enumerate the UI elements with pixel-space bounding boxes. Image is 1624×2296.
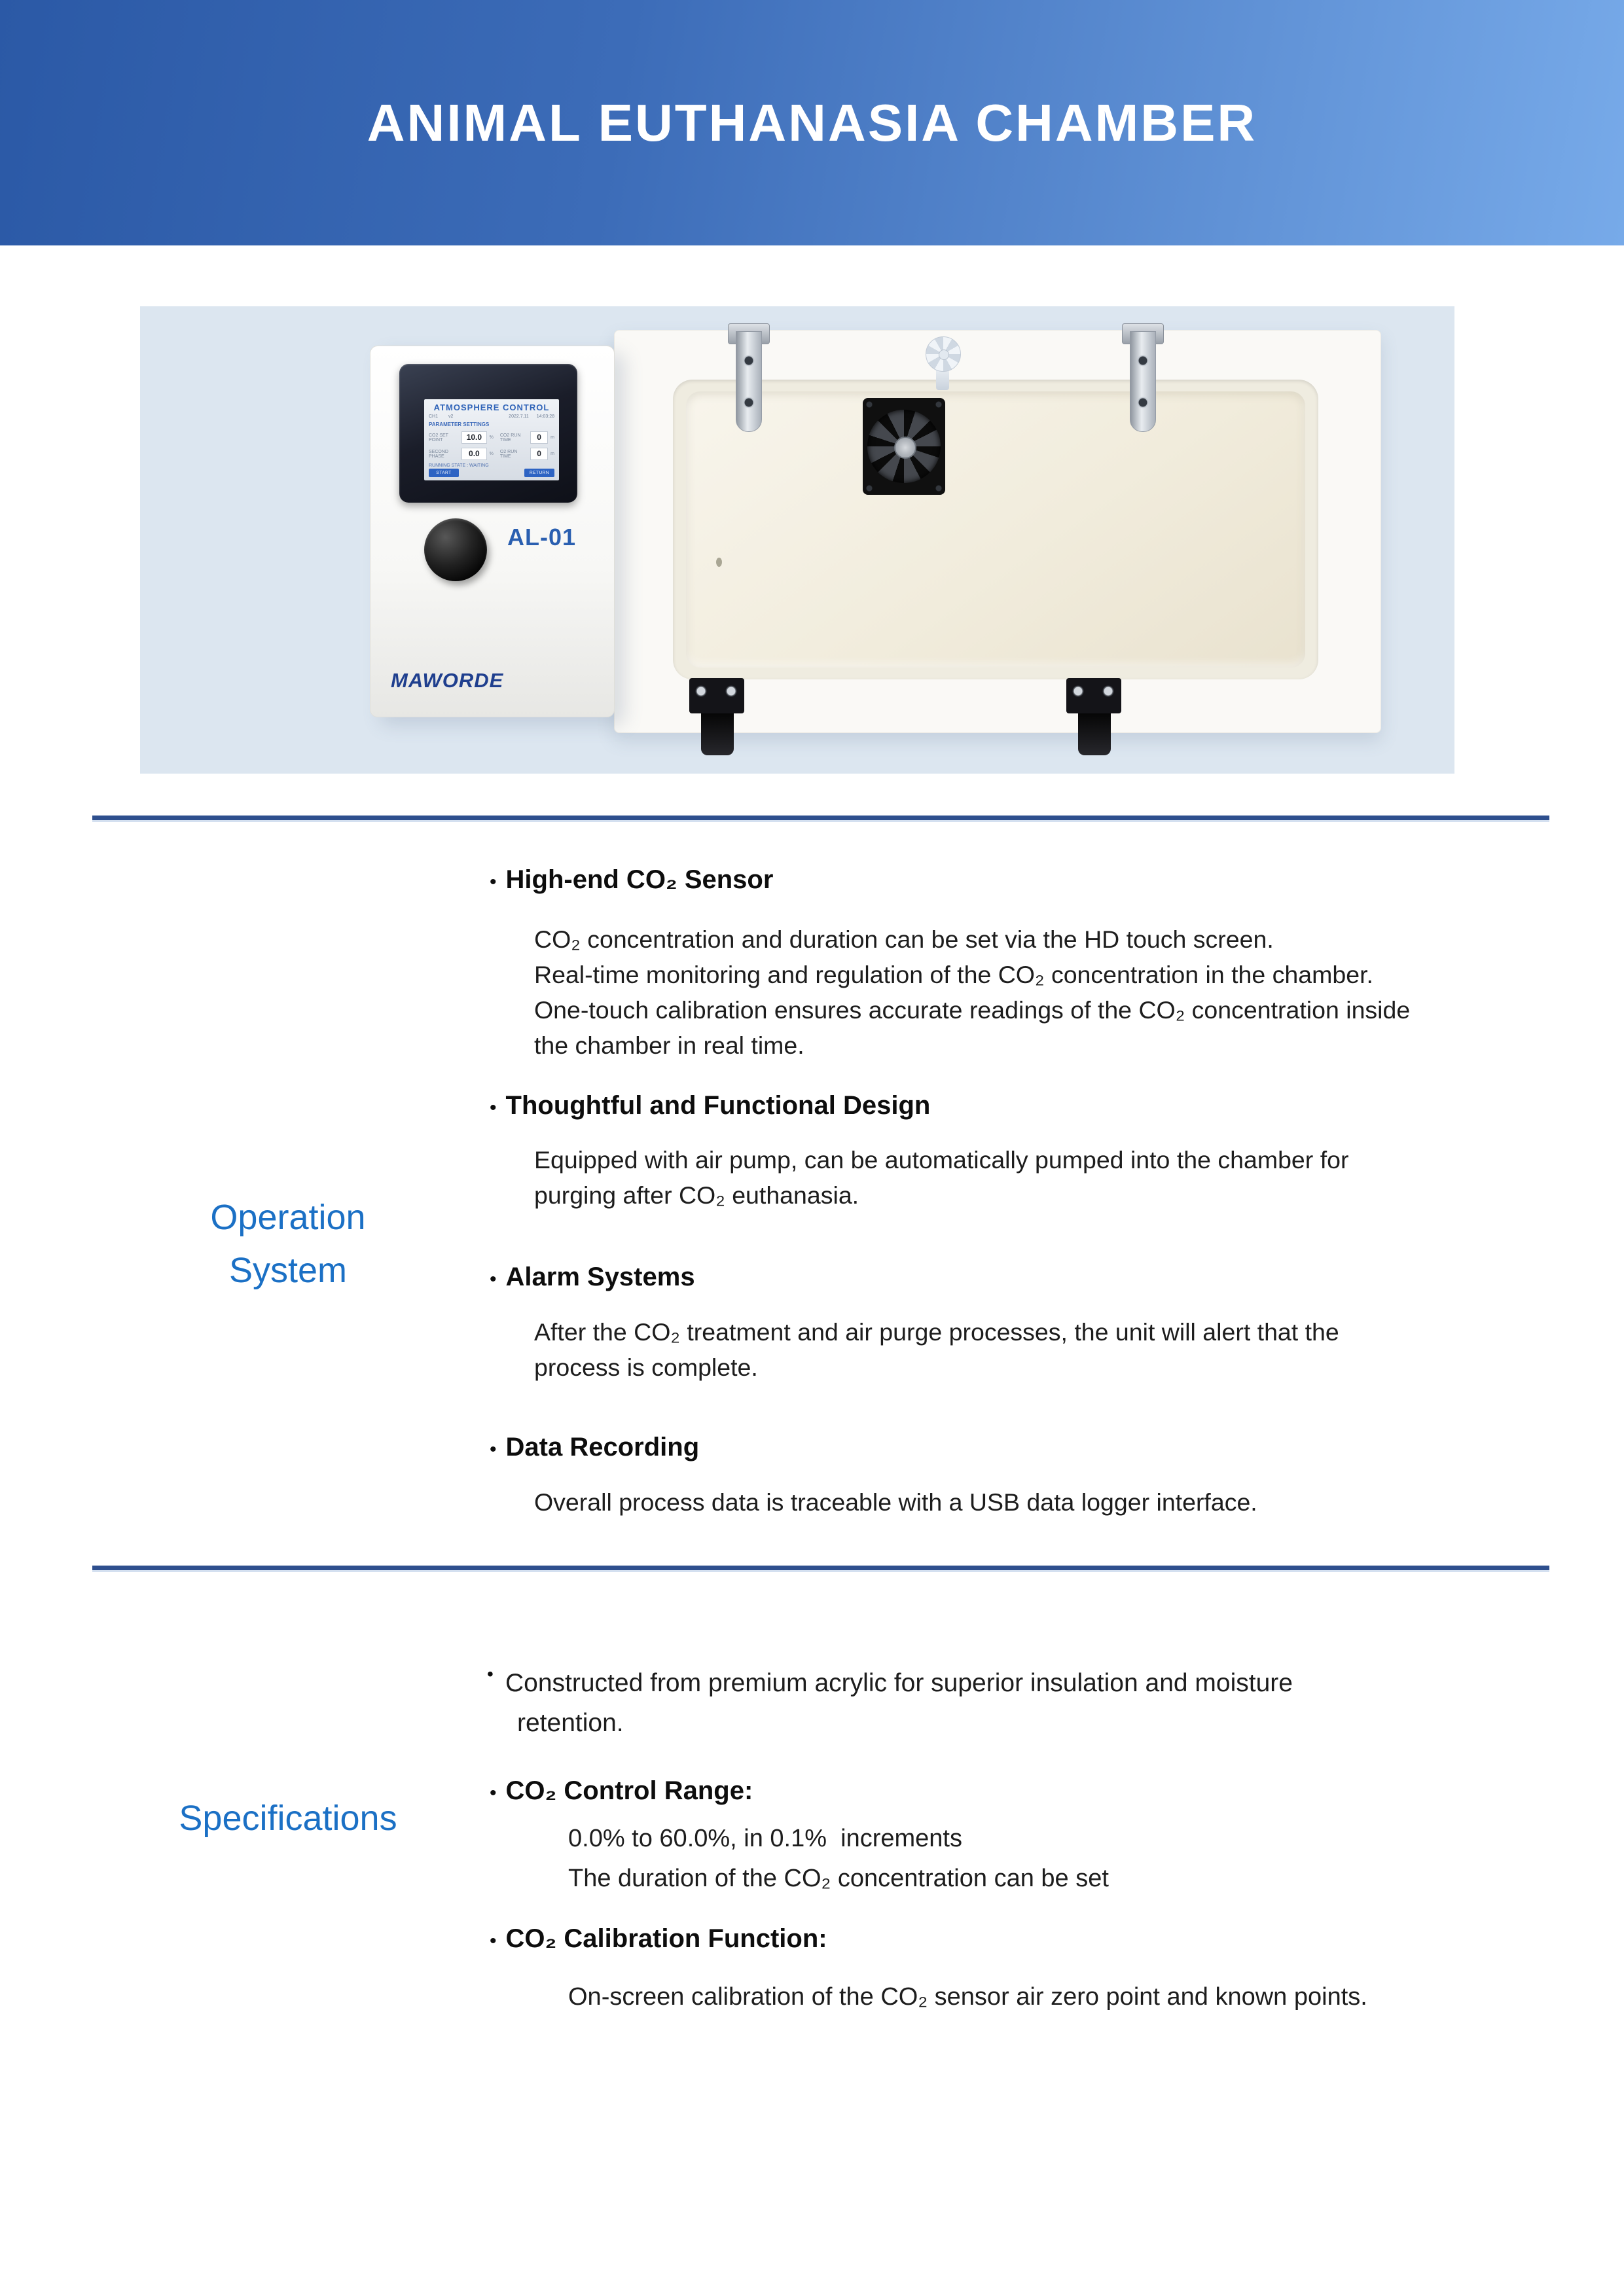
spec-body-control-range: 0.0% to 60.0%, in 0.1% increments The duration of the CO₂ concentration can be set	[568, 1825, 1109, 1892]
section-divider-2	[92, 1566, 1549, 1572]
section-divider-1	[92, 816, 1549, 822]
operation-system-label	[164, 1191, 412, 1297]
feature-heading-sensor: • High-end CO₂ Sensor	[490, 865, 774, 894]
hinge-plate-right	[1066, 678, 1121, 713]
fan	[863, 398, 945, 495]
screen-row-1	[429, 431, 554, 444]
screen-buttons-row	[429, 469, 554, 477]
screen-time: 14:03:28	[536, 414, 554, 419]
latch-strap-right	[1130, 331, 1156, 432]
o2-runtime-unit: m	[550, 452, 554, 456]
running-state-text: RUNNING STATE : WAITING	[429, 463, 489, 468]
hinge-plate-left	[689, 678, 744, 713]
return-button: RETURN	[524, 469, 554, 477]
bullet-icon: •	[490, 871, 497, 893]
feature-body-alarm: After the CO₂ treatment and air purge processes, the unit will alert that the process is complete.	[534, 1318, 1339, 1381]
parameter-settings-label: PARAMETER SETTINGS	[429, 422, 490, 427]
hinge-knuckle-right	[1078, 713, 1111, 755]
screen-date: 2022.7.11	[509, 414, 529, 419]
screen-row-2	[429, 448, 554, 460]
co2-runtime-unit: m	[550, 435, 554, 440]
brand-logo: MAWORDE	[391, 669, 504, 692]
fan-blades	[867, 410, 941, 483]
wing-nut	[926, 336, 961, 372]
second-phase-value: 0.0	[461, 448, 487, 460]
page-title: ANIMAL EUTHANASIA CHAMBER	[367, 93, 1257, 152]
screen-status-row	[429, 414, 554, 419]
screen-title: ATMOSPHERE CONTROL	[433, 403, 550, 412]
spec-heading-calibration: • CO₂ Calibration Function:	[490, 1924, 827, 1953]
co2-setpoint-unit: %	[489, 435, 494, 440]
second-phase-label: SECOND PHASE	[429, 449, 448, 459]
bullet-icon: •	[490, 1268, 497, 1290]
spec-heading-control-range: • CO₂ Control Range:	[490, 1776, 753, 1805]
screen-channel: CH1	[429, 414, 439, 419]
co2-runtime-label: CO2 RUN TIME	[499, 433, 521, 442]
co2-setpoint-value: 10.0	[461, 431, 487, 444]
touchscreen	[424, 399, 559, 480]
operation-label-line2: System	[228, 1251, 348, 1290]
o2-runtime-value: 0	[530, 448, 548, 460]
feature-body-sensor: CO₂ concentration and duration can be set via the HD touch screen. Real-time monitoring and regulation of the CO₂ concentration in the chamber. One-touch calibration ensures accurate readings of the CO₂ concentration inside the chamber in real time.	[534, 925, 1411, 1059]
bullet-icon: •	[490, 1097, 497, 1119]
bullet-icon: •	[490, 1782, 497, 1804]
screen-version: v2	[448, 414, 454, 419]
header-banner	[0, 0, 1624, 245]
control-knob	[424, 518, 487, 581]
model-label: AL-01	[507, 524, 577, 550]
operation-label-line1: Operation	[210, 1198, 366, 1237]
feature-body-design: Equipped with air pump, can be automatically pumped into the chamber for purging after CO₂ euthanasia.	[534, 1146, 1349, 1209]
second-phase-unit: %	[489, 452, 494, 456]
feature-heading-data: • Data Recording	[490, 1433, 700, 1462]
feature-body-data: Overall process data is traceable with a USB data logger interface.	[534, 1488, 1257, 1516]
specifications-label: Specifications	[179, 1799, 397, 1838]
start-button: START	[429, 469, 459, 477]
latch-strap-left	[736, 331, 762, 432]
o2-runtime-label: O2 RUN TIME	[499, 449, 518, 459]
vent-port	[716, 558, 722, 567]
co2-setpoint-label: CO2 SET POINT	[429, 433, 448, 442]
hinge-knuckle-left	[701, 713, 734, 755]
bullet-icon: •	[490, 1439, 497, 1460]
spec-body-calibration: On-screen calibration of the CO₂ sensor air zero point and known points.	[568, 1983, 1367, 2011]
co2-runtime-value: 0	[530, 431, 548, 444]
bullet-icon: •	[487, 1664, 494, 1684]
feature-heading-design: • Thoughtful and Functional Design	[490, 1091, 931, 1120]
bullet-icon: •	[490, 1930, 497, 1952]
product-photo-background	[140, 306, 1454, 774]
spec-intro-line1: Constructed from premium acrylic for superior insulation and moisture	[505, 1669, 1293, 1697]
spec-intro-line2: retention.	[517, 1709, 624, 1737]
chamber-window	[686, 391, 1305, 668]
feature-heading-alarm: • Alarm Systems	[490, 1263, 695, 1291]
